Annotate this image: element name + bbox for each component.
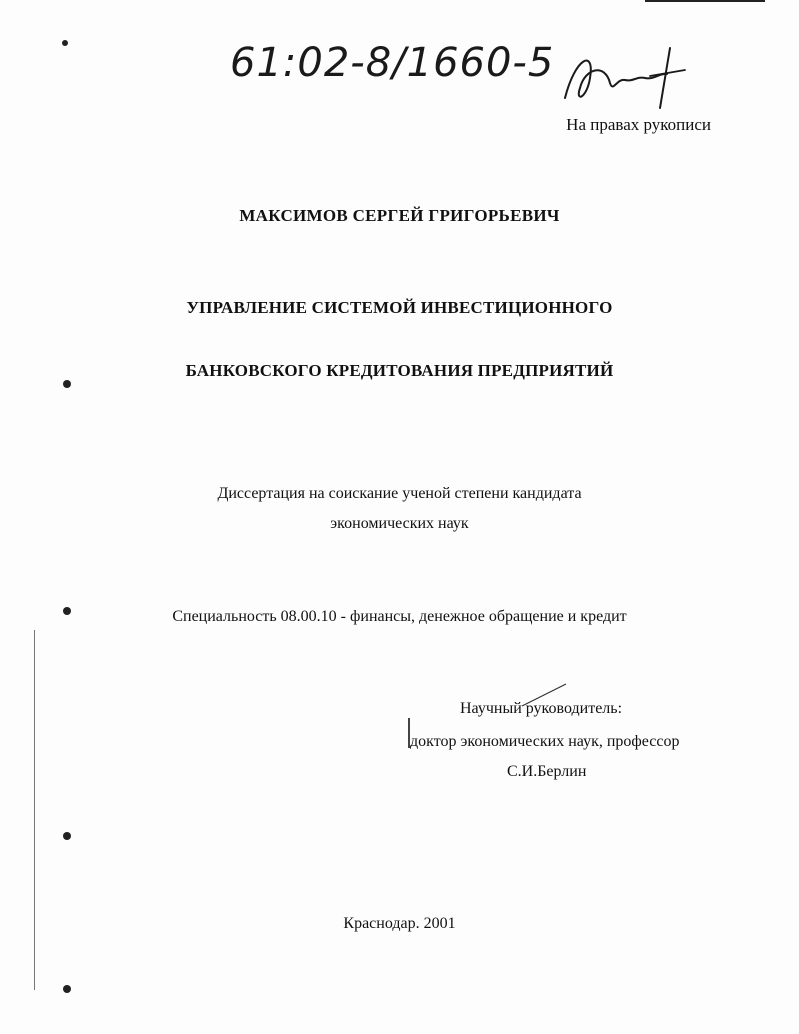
degree-line-1: Диссертация на соискание ученой степени кандидата — [217, 485, 582, 502]
city-year: Краснодар. 2001 — [343, 915, 456, 932]
binder-hole-icon — [63, 380, 71, 388]
binder-hole-icon — [62, 40, 68, 46]
binder-hole-icon — [63, 985, 71, 993]
binder-hole-icon — [63, 832, 71, 840]
signature-icon — [555, 38, 695, 118]
supervisor-name: С.И.Берлин — [507, 763, 587, 780]
supervisor-credentials: доктор экономических наук, профессор — [410, 733, 680, 750]
scan-edge-top — [645, 0, 765, 2]
author-name: МАКСИМОВ СЕРГЕЙ ГРИГОРЬЕВИЧ — [239, 206, 560, 225]
title-line-2: БАНКОВСКОГО КРЕДИТОВАНИЯ ПРЕДПРИЯТИЙ — [185, 361, 614, 380]
title-line-1: УПРАВЛЕНИЕ СИСТЕМОЙ ИНВЕСТИЦИОННОГО — [186, 298, 613, 317]
scan-edge-left — [34, 630, 35, 990]
supervisor-label: Научный руководитель: — [460, 700, 623, 717]
rights-note: На правах рукописи — [566, 115, 711, 134]
specialty: Специальность 08.00.10 - финансы, денежное обращение и кредит — [172, 608, 627, 625]
degree-line-2: экономических наук — [330, 515, 469, 532]
archive-code-handwritten: 61:02-8/1660-5 — [230, 40, 555, 86]
